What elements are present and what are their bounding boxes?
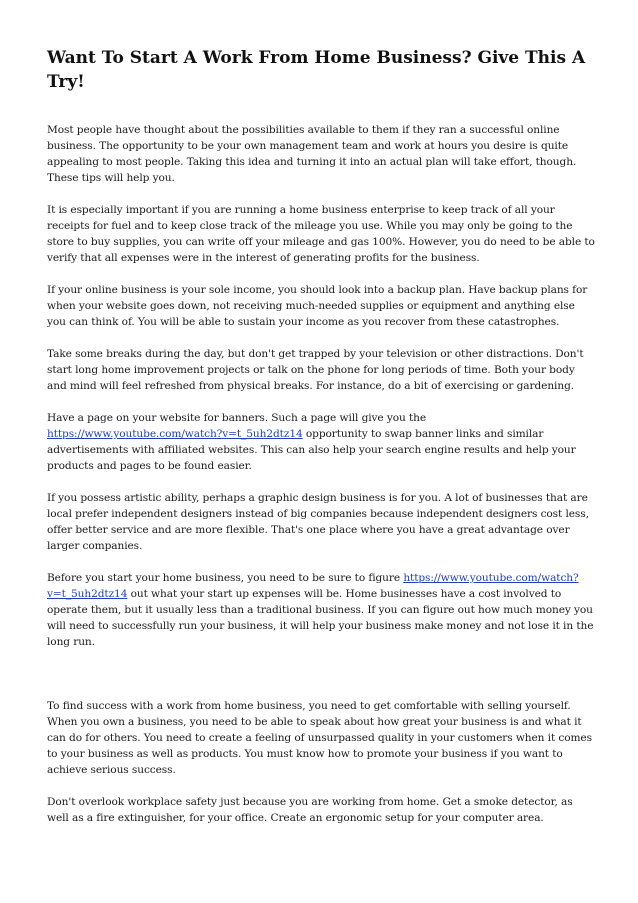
paragraph-breaks: Take some breaks during the day, but don't get trapped by your television or other distractions. Don't start long home improvement projects or talk on the phone for long periods of time. Both your body and mind will feel refreshed from physical breaks. For instance, do a bit of exercising or gardening.: [47, 348, 584, 392]
paragraph-selling: To find success with a work from home business, you need to get comfortable with selling yourself. When you own a business, you need to be able to speak about how great your business is and what it can do for others. You need to create a feeling of unsurpassed quality in your customers when it comes to your business as well as products. You must know how to promote your business if you want to achieve serious success.: [47, 700, 592, 776]
paragraph-text: Have a page on your website for banners. Such a page will give you the: [47, 412, 427, 424]
paragraph-backup-plan: If your online business is your sole income, you should look into a backup plan. Have backup plans for when your website goes down, not receiving much-needed supplies or equipment and anything else you can think of. You will be able to sustain your income as you recover from these catastrophes.: [47, 284, 588, 328]
paragraph-expenses: [47, 570, 595, 650]
paragraph-graphic-design: If you possess artistic ability, perhaps a graphic design business is for you. A lot of businesses that are local prefer independent designers instead of big companies because independent designers cost less, offer better service and are more flexible. That's one place where you have a great advantage over larger companies.: [47, 492, 589, 552]
paragraph-text: out what your start up expenses will be. Home businesses have a cost involved to operate them, but it usually less than a traditional business. If you can figure out how much money you will need to successfully run your business, it will help your business make money and not lose it in the long run.: [47, 588, 594, 648]
youtube-link[interactable]: https://www.youtube.com/watch?v=t_5uh2dtz14: [47, 572, 579, 600]
youtube-link[interactable]: https://www.youtube.com/watch?v=t_5uh2dtz14: [47, 428, 303, 440]
paragraph-banners: [47, 410, 595, 474]
paragraph-text: opportunity to swap banner links and similar advertisements with affiliated websites. This can also help your search engine results and help your products and pages to be found easier.: [47, 428, 576, 472]
paragraph-intro: Most people have thought about the possibilities available to them if they ran a successful online business. The opportunity to be your own management team and work at hours you desire is quite appealing to most people. Taking this idea and turning it into an actual plan will take effort, though. These tips will help you.: [47, 124, 577, 184]
paragraph-text: Before you start your home business, you need to be sure to figure: [47, 572, 404, 584]
document-page: [47, 46, 595, 842]
paragraph-safety: Don't overlook workplace safety just because you are working from home. Get a smoke detector, as well as a fire extinguisher, for your office. Create an ergonomic setup for your computer area.: [47, 796, 573, 824]
paragraph-receipts: It is especially important if you are running a home business enterprise to keep track of all your receipts for fuel and to keep close track of the mileage you use. While you may only be going to the store to buy supplies, you can write off your mileage and gas 100%. However, you do need to be able to verify that all expenses were in the interest of generating profits for the business.: [47, 204, 595, 264]
article-title: Want To Start A Work From Home Business? Give This A Try!: [47, 48, 586, 92]
